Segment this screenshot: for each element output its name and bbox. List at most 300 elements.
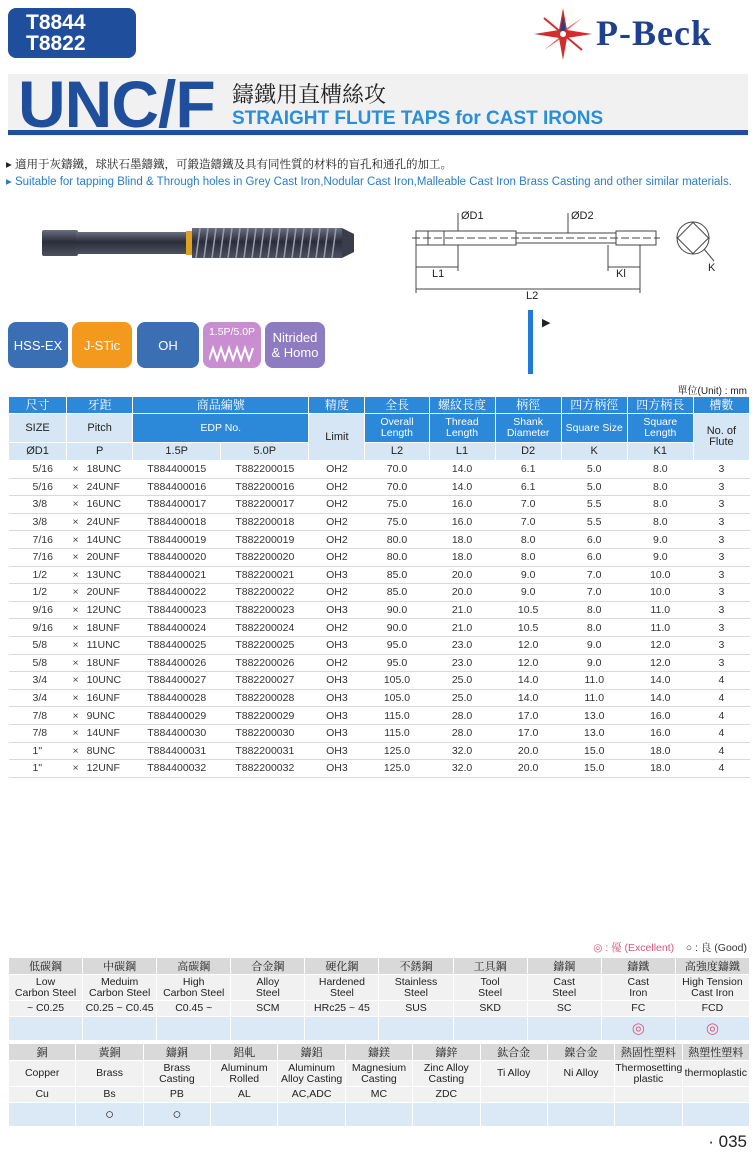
material-name-en-line2: Carbon Steel <box>88 986 151 999</box>
material-name-en-line1: Aluminum <box>288 1061 335 1074</box>
overall-length-cell: 90.0 <box>365 601 429 619</box>
limit-cell: OH3 <box>309 707 365 725</box>
limit-cell: OH2 <box>309 619 365 637</box>
overall-length-cell: 85.0 <box>365 584 429 602</box>
edp-5.0p-cell: T882200029 <box>221 707 309 725</box>
size-cell: 7/16 <box>9 531 67 549</box>
thread-length-cell: 20.0 <box>429 566 495 584</box>
edp-1.5p-cell: T884400020 <box>133 548 221 566</box>
overall-length-cell: 80.0 <box>365 548 429 566</box>
material-name-en <box>675 975 749 1001</box>
thread-length-cell: 21.0 <box>429 619 495 637</box>
material-code: SUS <box>379 1001 453 1017</box>
square-length-cell: 10.0 <box>627 584 693 602</box>
thread-length-cell: 28.0 <box>429 707 495 725</box>
material-name-cn: 鎳合金 <box>547 1044 614 1061</box>
brand-logo <box>530 6 750 62</box>
material-rating <box>9 1103 76 1127</box>
edp-5.0p-cell: T882200026 <box>221 654 309 672</box>
material-rating <box>278 1103 345 1127</box>
flute-count-cell: 4 <box>693 760 749 778</box>
size-cell: 7/8 <box>9 707 67 725</box>
material-name-en-line1: Magnesium <box>351 1061 407 1074</box>
material-code <box>615 1087 682 1103</box>
size-cell: 5/16 <box>9 461 67 479</box>
overall-length-cell: 125.0 <box>365 742 429 760</box>
times-sign: × <box>67 548 85 566</box>
head-k-cn: 四方柄徑 <box>561 397 627 414</box>
material-name-en <box>547 1061 614 1087</box>
material-rating <box>231 1017 305 1041</box>
material-name-en-line1: Zinc Alloy <box>423 1061 469 1074</box>
shank-diameter-cell: 7.0 <box>495 513 561 531</box>
square-length-cell: 11.0 <box>627 601 693 619</box>
edp-1.5p-cell: T884400017 <box>133 496 221 514</box>
shank-diameter-cell: 9.0 <box>495 566 561 584</box>
material-name-en <box>615 1061 682 1087</box>
times-sign: × <box>67 584 85 602</box>
head-pitch-sym: P <box>67 443 133 461</box>
limit-cell: OH2 <box>309 478 365 496</box>
pitch-cell: 18UNF <box>85 619 133 637</box>
edp-1.5p-cell: T884400019 <box>133 531 221 549</box>
legend-good: ○ : 良 (Good) <box>685 942 747 954</box>
limit-cell: OH3 <box>309 689 365 707</box>
times-sign: × <box>67 513 85 531</box>
pitch-cell: 12UNF <box>85 760 133 778</box>
material-name-en-line1: Alloy <box>256 975 280 988</box>
head-k-sym: K <box>561 443 627 461</box>
flute-count-cell: 4 <box>693 724 749 742</box>
pitch-cell: 14UNC <box>85 531 133 549</box>
overall-length-cell: 95.0 <box>365 654 429 672</box>
pitch-cell: 24UNF <box>85 478 133 496</box>
material-row <box>9 1044 750 1061</box>
shank-diameter-cell: 20.0 <box>495 742 561 760</box>
overall-length-cell: 95.0 <box>365 636 429 654</box>
table-row <box>9 619 750 637</box>
limit-cell: OH2 <box>309 654 365 672</box>
material-name-cn: 硬化鋼 <box>305 958 379 975</box>
k-label: K <box>708 262 716 274</box>
shank-diameter-cell: 14.0 <box>495 689 561 707</box>
head-edp-5.0p: 5.0P <box>221 443 309 461</box>
edp-5.0p-cell: T882200027 <box>221 672 309 690</box>
material-name-en <box>211 1061 278 1087</box>
accent-bar <box>528 310 533 374</box>
square-length-cell: 16.0 <box>627 707 693 725</box>
thread-icon <box>209 344 255 362</box>
material-name-en-line2: Steel <box>329 986 354 999</box>
material-name-en-line1: High <box>182 975 205 988</box>
square-size-cell: 11.0 <box>561 689 627 707</box>
material-name-en <box>413 1061 480 1087</box>
square-length-cell: 12.0 <box>627 636 693 654</box>
thread-length-cell: 23.0 <box>429 636 495 654</box>
material-rating <box>682 1103 749 1127</box>
thread-length-cell: 20.0 <box>429 584 495 602</box>
title-english: STRAIGHT FLUTE TAPS for CAST IRONS <box>232 108 604 129</box>
size-cell: 5/16 <box>9 478 67 496</box>
head-size-sym: ØD1 <box>9 443 67 461</box>
limit-cell: OH3 <box>309 760 365 778</box>
head-k1-en: Square Length <box>627 414 693 443</box>
badge-coating: J-STic <box>72 322 132 368</box>
material-name-cn: 黃銅 <box>76 1044 143 1061</box>
l1-label: L1 <box>432 268 445 280</box>
head-pitch-cn: 牙距 <box>67 397 133 414</box>
overall-length-cell: 105.0 <box>365 672 429 690</box>
head-edp-1.5p: 1.5P <box>133 443 221 461</box>
head-d2-sym: D2 <box>495 443 561 461</box>
thread-length-cell: 16.0 <box>429 513 495 531</box>
head-l2-cn: 全長 <box>365 397 429 414</box>
overall-length-cell: 70.0 <box>365 461 429 479</box>
overall-length-cell: 75.0 <box>365 513 429 531</box>
shank-diameter-cell: 12.0 <box>495 654 561 672</box>
square-size-cell: 15.0 <box>561 742 627 760</box>
material-name-en <box>9 975 83 1001</box>
material-name-en-line2: Casting <box>361 1072 397 1085</box>
product-codes <box>8 8 136 58</box>
edp-5.0p-cell: T882200032 <box>221 760 309 778</box>
material-name-cn: 鑄鎂 <box>345 1044 412 1061</box>
table-row <box>9 707 750 725</box>
times-sign: × <box>67 478 85 496</box>
material-table-2 <box>8 1043 750 1127</box>
pitch-cell: 24UNF <box>85 513 133 531</box>
material-code <box>547 1087 614 1103</box>
shank-diameter-cell: 14.0 <box>495 672 561 690</box>
limit-cell: OH2 <box>309 584 365 602</box>
table-row <box>9 496 750 514</box>
thread-length-cell: 32.0 <box>429 742 495 760</box>
material-name-cn: 銅 <box>9 1044 76 1061</box>
times-sign: × <box>67 496 85 514</box>
material-code: ~ C0.25 <box>9 1001 83 1017</box>
table-row <box>9 513 750 531</box>
size-cell: 1" <box>9 742 67 760</box>
shank-diameter-cell: 8.0 <box>495 548 561 566</box>
table-row <box>9 760 750 778</box>
overall-length-cell: 85.0 <box>365 566 429 584</box>
material-code: SC <box>527 1001 601 1017</box>
material-code: ZDC <box>413 1087 480 1103</box>
pitch-cell: 20UNF <box>85 584 133 602</box>
head-l2-sym: L2 <box>365 443 429 461</box>
material-row <box>9 1103 750 1127</box>
unit-label: 單位(Unit) : mm <box>677 386 747 397</box>
table-row <box>9 566 750 584</box>
pitch-cell: 18UNF <box>85 654 133 672</box>
shank-diameter-cell: 20.0 <box>495 760 561 778</box>
head-k1-cn: 四方柄長 <box>627 397 693 414</box>
thread-length-cell: 18.0 <box>429 548 495 566</box>
thread-length-cell: 18.0 <box>429 531 495 549</box>
material-code: C0.45 ~ <box>157 1001 231 1017</box>
star-compass-icon <box>530 6 596 62</box>
edp-1.5p-cell: T884400029 <box>133 707 221 725</box>
shank-diameter-cell: 6.1 <box>495 461 561 479</box>
flute-count-cell: 3 <box>693 461 749 479</box>
material-name-en-line1: Hardened <box>318 975 365 988</box>
tap-dimension-diagram <box>408 205 748 300</box>
material-rating <box>345 1103 412 1127</box>
size-cell: 3/4 <box>9 689 67 707</box>
pitch-cell: 10UNC <box>85 672 133 690</box>
badge-tolerance: OH <box>137 322 199 368</box>
material-name-en-line2: Steel <box>552 986 577 999</box>
size-cell: 1/2 <box>9 584 67 602</box>
times-sign: × <box>67 742 85 760</box>
head-d2-en: Shank Diameter <box>495 414 561 443</box>
edp-5.0p-cell: T882200030 <box>221 724 309 742</box>
material-rating <box>157 1017 231 1041</box>
square-size-cell: 13.0 <box>561 707 627 725</box>
shank-diameter-cell: 8.0 <box>495 531 561 549</box>
pitch-cell: 16UNF <box>85 689 133 707</box>
limit-cell: OH3 <box>309 601 365 619</box>
flute-count-cell: 3 <box>693 636 749 654</box>
kl-label: Kl <box>616 268 626 280</box>
thread-length-cell: 32.0 <box>429 760 495 778</box>
material-name-cn: 熱固性塑料 <box>615 1044 682 1061</box>
table-row <box>9 654 750 672</box>
material-rating: ◎ <box>675 1017 749 1041</box>
square-length-cell: 8.0 <box>627 478 693 496</box>
table-row <box>9 742 750 760</box>
square-size-cell: 7.0 <box>561 566 627 584</box>
times-sign: × <box>67 707 85 725</box>
edp-5.0p-cell: T882200028 <box>221 689 309 707</box>
table-row <box>9 478 750 496</box>
times-sign: × <box>67 531 85 549</box>
material-name-en <box>682 1061 749 1087</box>
material-name-en <box>453 975 527 1001</box>
edp-5.0p-cell: T882200031 <box>221 742 309 760</box>
material-name-cn: 不銹鋼 <box>379 958 453 975</box>
square-size-cell: 9.0 <box>561 654 627 672</box>
material-code: SCM <box>231 1001 305 1017</box>
times-sign: × <box>67 760 85 778</box>
square-size-cell: 9.0 <box>561 636 627 654</box>
material-name-en-line1: Brass <box>96 1067 123 1079</box>
page-number: · 035 <box>708 1132 747 1151</box>
material-code: PB <box>143 1087 210 1103</box>
square-length-cell: 8.0 <box>627 461 693 479</box>
shank-diameter-cell: 17.0 <box>495 724 561 742</box>
material-name-en-line1: Brass <box>163 1061 191 1074</box>
size-cell: 1" <box>9 760 67 778</box>
thread-length-cell: 25.0 <box>429 672 495 690</box>
pitch-cell: 13UNC <box>85 566 133 584</box>
head-d2-cn: 柄徑 <box>495 397 561 414</box>
material-name-en-line2: Carbon Steel <box>14 986 77 999</box>
material-code: FC <box>601 1001 675 1017</box>
table-row <box>9 724 750 742</box>
spec-table-body <box>9 461 750 778</box>
d1-label: ØD1 <box>461 210 484 222</box>
head-limit-cn: 精度 <box>309 397 365 414</box>
material-rating <box>527 1017 601 1041</box>
flute-count-cell: 3 <box>693 496 749 514</box>
head-l1-cn: 螺紋長度 <box>429 397 495 414</box>
edp-5.0p-cell: T882200021 <box>221 566 309 584</box>
material-name-cn: 鑄銅 <box>143 1044 210 1061</box>
material-code: SKD <box>453 1001 527 1017</box>
shank-diameter-cell: 17.0 <box>495 707 561 725</box>
material-code: C0.25 ~ C0.45 <box>83 1001 157 1017</box>
edp-5.0p-cell: T882200019 <box>221 531 309 549</box>
square-length-cell: 9.0 <box>627 531 693 549</box>
square-length-cell: 10.0 <box>627 566 693 584</box>
material-name-cn: 鑄鋅 <box>413 1044 480 1061</box>
tap-product-image <box>40 220 360 270</box>
shank-diameter-cell: 10.5 <box>495 601 561 619</box>
pitch-cell: 11UNC <box>85 636 133 654</box>
size-cell: 7/8 <box>9 724 67 742</box>
overall-length-cell: 70.0 <box>365 478 429 496</box>
size-cell: 9/16 <box>9 601 67 619</box>
square-size-cell: 5.5 <box>561 496 627 514</box>
flute-count-cell: 3 <box>693 601 749 619</box>
edp-1.5p-cell: T884400027 <box>133 672 221 690</box>
shank-diameter-cell: 10.5 <box>495 619 561 637</box>
head-l1-sym: L1 <box>429 443 495 461</box>
overall-length-cell: 115.0 <box>365 724 429 742</box>
material-rating <box>9 1017 83 1041</box>
material-rating <box>305 1017 379 1041</box>
table-row <box>9 672 750 690</box>
material-name-en <box>527 975 601 1001</box>
material-name-en-line1: Meduim <box>100 975 139 988</box>
material-name-en-line2: Rolled <box>229 1072 260 1085</box>
flute-count-cell: 3 <box>693 619 749 637</box>
material-rating <box>480 1103 547 1127</box>
thread-length-cell: 16.0 <box>429 496 495 514</box>
edp-5.0p-cell: T882200022 <box>221 584 309 602</box>
head-limit-en: Limit <box>309 414 365 461</box>
shank-diameter-cell: 7.0 <box>495 496 561 514</box>
material-code: Bs <box>76 1087 143 1103</box>
material-name-cn: 中碳鋼 <box>83 958 157 975</box>
limit-cell: OH2 <box>309 461 365 479</box>
material-code: MC <box>345 1087 412 1103</box>
material-name-en <box>83 975 157 1001</box>
size-cell: 1/2 <box>9 566 67 584</box>
material-name-en <box>76 1061 143 1087</box>
table-row <box>9 689 750 707</box>
table-row <box>9 601 750 619</box>
square-length-cell: 8.0 <box>627 513 693 531</box>
material-code: AC,ADC <box>278 1087 345 1103</box>
overall-length-cell: 75.0 <box>365 496 429 514</box>
material-name-cn: 鈦合金 <box>480 1044 547 1061</box>
times-sign: × <box>67 689 85 707</box>
l2-label: L2 <box>526 290 539 300</box>
material-rating <box>413 1103 480 1127</box>
material-name-cn: 合金鋼 <box>231 958 305 975</box>
material-rating: ○ <box>143 1103 210 1127</box>
shank-diameter-cell: 6.1 <box>495 478 561 496</box>
material-name-cn: 工具鋼 <box>453 958 527 975</box>
pitch-cell: 12UNC <box>85 601 133 619</box>
square-size-cell: 5.0 <box>561 461 627 479</box>
material-name-en <box>305 975 379 1001</box>
times-sign: × <box>67 601 85 619</box>
square-size-cell: 5.5 <box>561 513 627 531</box>
pitch-cell: 16UNC <box>85 496 133 514</box>
material-table-1 <box>8 957 750 1041</box>
edp-1.5p-cell: T884400025 <box>133 636 221 654</box>
material-name-en-line2: Iron <box>629 986 648 999</box>
times-sign: × <box>67 619 85 637</box>
edp-1.5p-cell: T884400028 <box>133 689 221 707</box>
times-sign: × <box>67 654 85 672</box>
edp-1.5p-cell: T884400023 <box>133 601 221 619</box>
square-size-cell: 8.0 <box>561 619 627 637</box>
material-name-cn: 高碳鋼 <box>157 958 231 975</box>
limit-cell: OH2 <box>309 496 365 514</box>
square-length-cell: 12.0 <box>627 654 693 672</box>
flute-count-cell: 4 <box>693 672 749 690</box>
d2-label: ØD2 <box>571 210 594 222</box>
material-name-cn: 低碳鋼 <box>9 958 83 975</box>
material-name-en <box>480 1061 547 1087</box>
edp-1.5p-cell: T884400026 <box>133 654 221 672</box>
times-sign: × <box>67 461 85 479</box>
table-row <box>9 548 750 566</box>
edp-5.0p-cell: T882200024 <box>221 619 309 637</box>
size-cell: 3/4 <box>9 672 67 690</box>
flute-count-cell: 3 <box>693 531 749 549</box>
flute-count-cell: 3 <box>693 548 749 566</box>
material-rating <box>547 1103 614 1127</box>
thread-length-cell: 14.0 <box>429 461 495 479</box>
overall-length-cell: 80.0 <box>365 531 429 549</box>
material-name-en-line1: Aluminum <box>220 1061 268 1074</box>
square-length-cell: 18.0 <box>627 760 693 778</box>
head-k-en: Square Size <box>561 414 627 443</box>
description-chinese: ▸ 適用于灰鑄鐵，球狀石墨鑄鐵，可鍛造鑄鐵及具有同性質的材料的盲孔和通孔的加工。 <box>6 159 452 171</box>
material-name-cn: 熱塑性塑料 <box>682 1044 749 1061</box>
thread-length-cell: 28.0 <box>429 724 495 742</box>
material-row <box>9 1017 750 1041</box>
material-row <box>9 958 750 975</box>
limit-cell: OH2 <box>309 513 365 531</box>
edp-5.0p-cell: T882200016 <box>221 478 309 496</box>
edp-1.5p-cell: T884400021 <box>133 566 221 584</box>
material-name-en-line2: Steel <box>478 986 503 999</box>
material-name-cn: 鑄鐵 <box>601 958 675 975</box>
material-rating <box>83 1017 157 1041</box>
size-cell: 7/16 <box>9 548 67 566</box>
material-name-en-line1: Cast <box>627 975 650 988</box>
size-cell: 9/16 <box>9 619 67 637</box>
times-sign: × <box>67 672 85 690</box>
material-row <box>9 1087 750 1103</box>
thread-length-cell: 14.0 <box>429 478 495 496</box>
material-rating <box>453 1017 527 1041</box>
size-cell: 5/8 <box>9 654 67 672</box>
material-name-en-line2: Steel <box>404 986 428 999</box>
size-cell: 3/8 <box>9 496 67 514</box>
material-name-en <box>231 975 305 1001</box>
material-name-en <box>157 975 231 1001</box>
badge-material: HSS-EX <box>8 322 68 368</box>
limit-cell: OH3 <box>309 724 365 742</box>
chamfer-label: 1.5P/5.0P <box>208 326 256 338</box>
